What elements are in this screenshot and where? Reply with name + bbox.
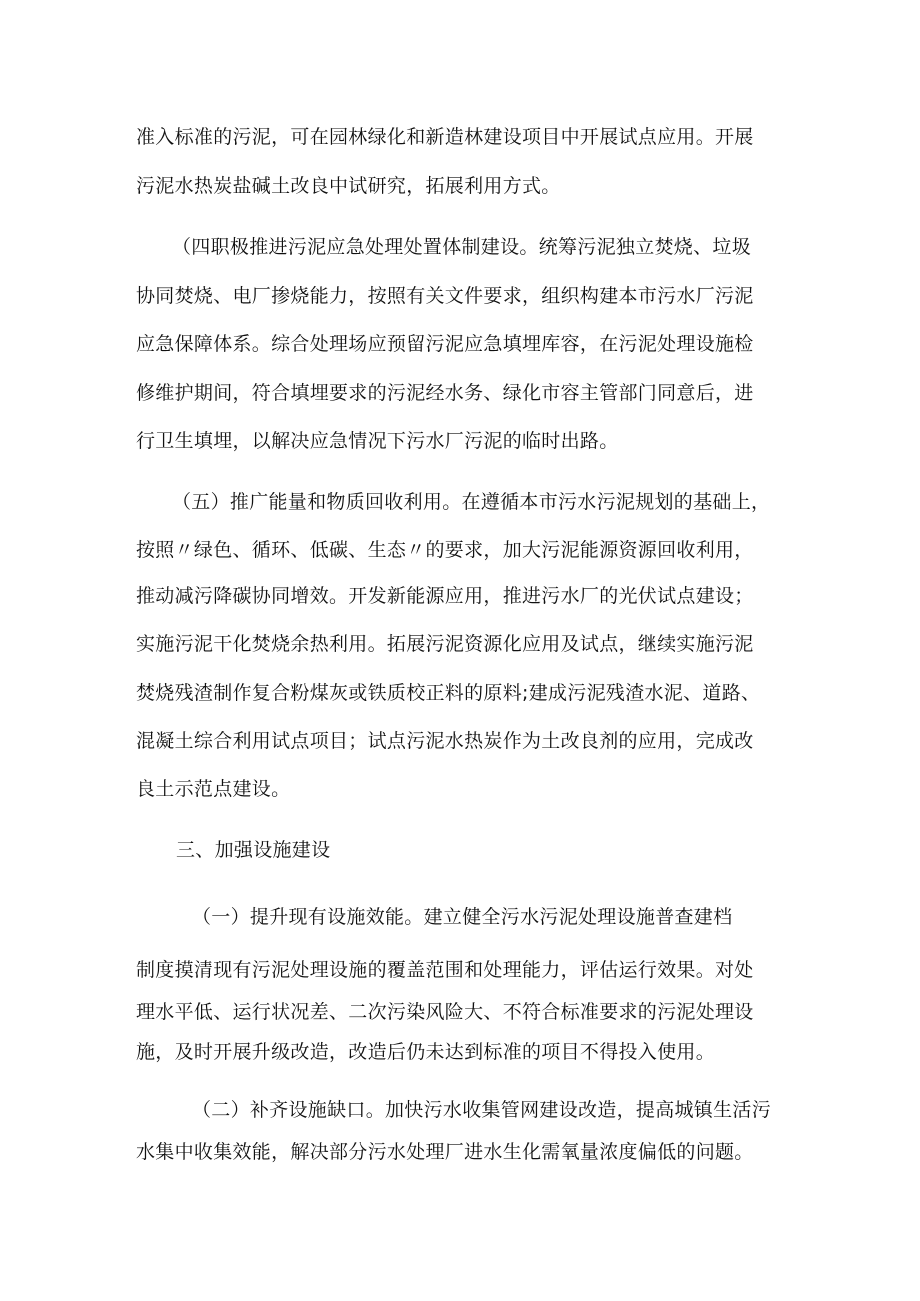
body-text-line: 施，及时开展升级改造，改造后仍未达到标准的项目不得投入使用。 [136, 1041, 716, 1063]
body-text-line: 修维护期间，符合填埋要求的污泥经水务、绿化市容主管部门同意后，进 [136, 382, 754, 404]
body-text-line: 污泥水热炭盐碱土改良中试研究，拓展利用方式。 [136, 175, 561, 197]
body-text-line: 理水平低、运行状况差、二次污染风险大、不符合标准要求的污泥处理设 [136, 1001, 754, 1023]
body-text-line: 按照〃绿色、循环、低碳、生态〃的要求，加大污泥能源资源回收利用， [136, 539, 754, 561]
body-text-line: 实施污泥干化焚烧余热利用。拓展污泥资源化应用及试点，继续实施污泥 [136, 633, 754, 655]
body-text-line: 良土示范点建设。 [136, 778, 291, 800]
body-text-line: 水集中收集效能，解决部分污水处理厂进水生化需氧量浓度偏低的问题。 [136, 1141, 754, 1163]
body-text-line: （一）提升现有设施效能。建立健全污水污泥处理设施普查建档 [192, 906, 733, 928]
body-text-line: 推动减污降碳协同增效。开发新能源应用，推进污水厂的光伏试点建设； [136, 585, 754, 607]
body-text-line: 准入标准的污泥，可在园林绿化和新造林建设项目中开展试点应用。开展 [136, 126, 754, 148]
body-text-line: （二）补齐设施缺口。加快污水收集管网建设改造，提高城镇生活污 [192, 1099, 772, 1121]
body-text-line: 协同焚烧、电厂掺烧能力，按照有关文件要求，组织构建本市污水厂污泥 [136, 285, 754, 307]
body-text-line: 应急保障体系。综合处理场应预留污泥应急填埋库容，在污泥处理设施检 [136, 333, 754, 355]
body-text-line: （四职极推进污泥应急处理处置体制建设。统筹污泥独立焚烧、垃圾 [172, 236, 752, 258]
body-text-line: 制度摸清现有污泥处理设施的覆盖范围和处理能力，评估运行效果。对处 [136, 959, 754, 981]
body-text-line: （五）推广能量和物质回收利用。在遵循本市污水污泥规划的基础上， [172, 491, 771, 513]
body-text-line: 焚烧残渣制作复合粉煤灰或铁质校正料的原料;建成污泥残渣水泥、道路、 [136, 682, 761, 704]
body-text-line: 混凝土综合利用试点项目；试点污泥水热炭作为土改良剂的应用，完成改 [136, 730, 754, 752]
section-heading: 三、加强设施建设 [176, 839, 331, 861]
body-text-line: 行卫生填埋，以解决应急情况下污水厂污泥的临时出路。 [136, 430, 619, 452]
